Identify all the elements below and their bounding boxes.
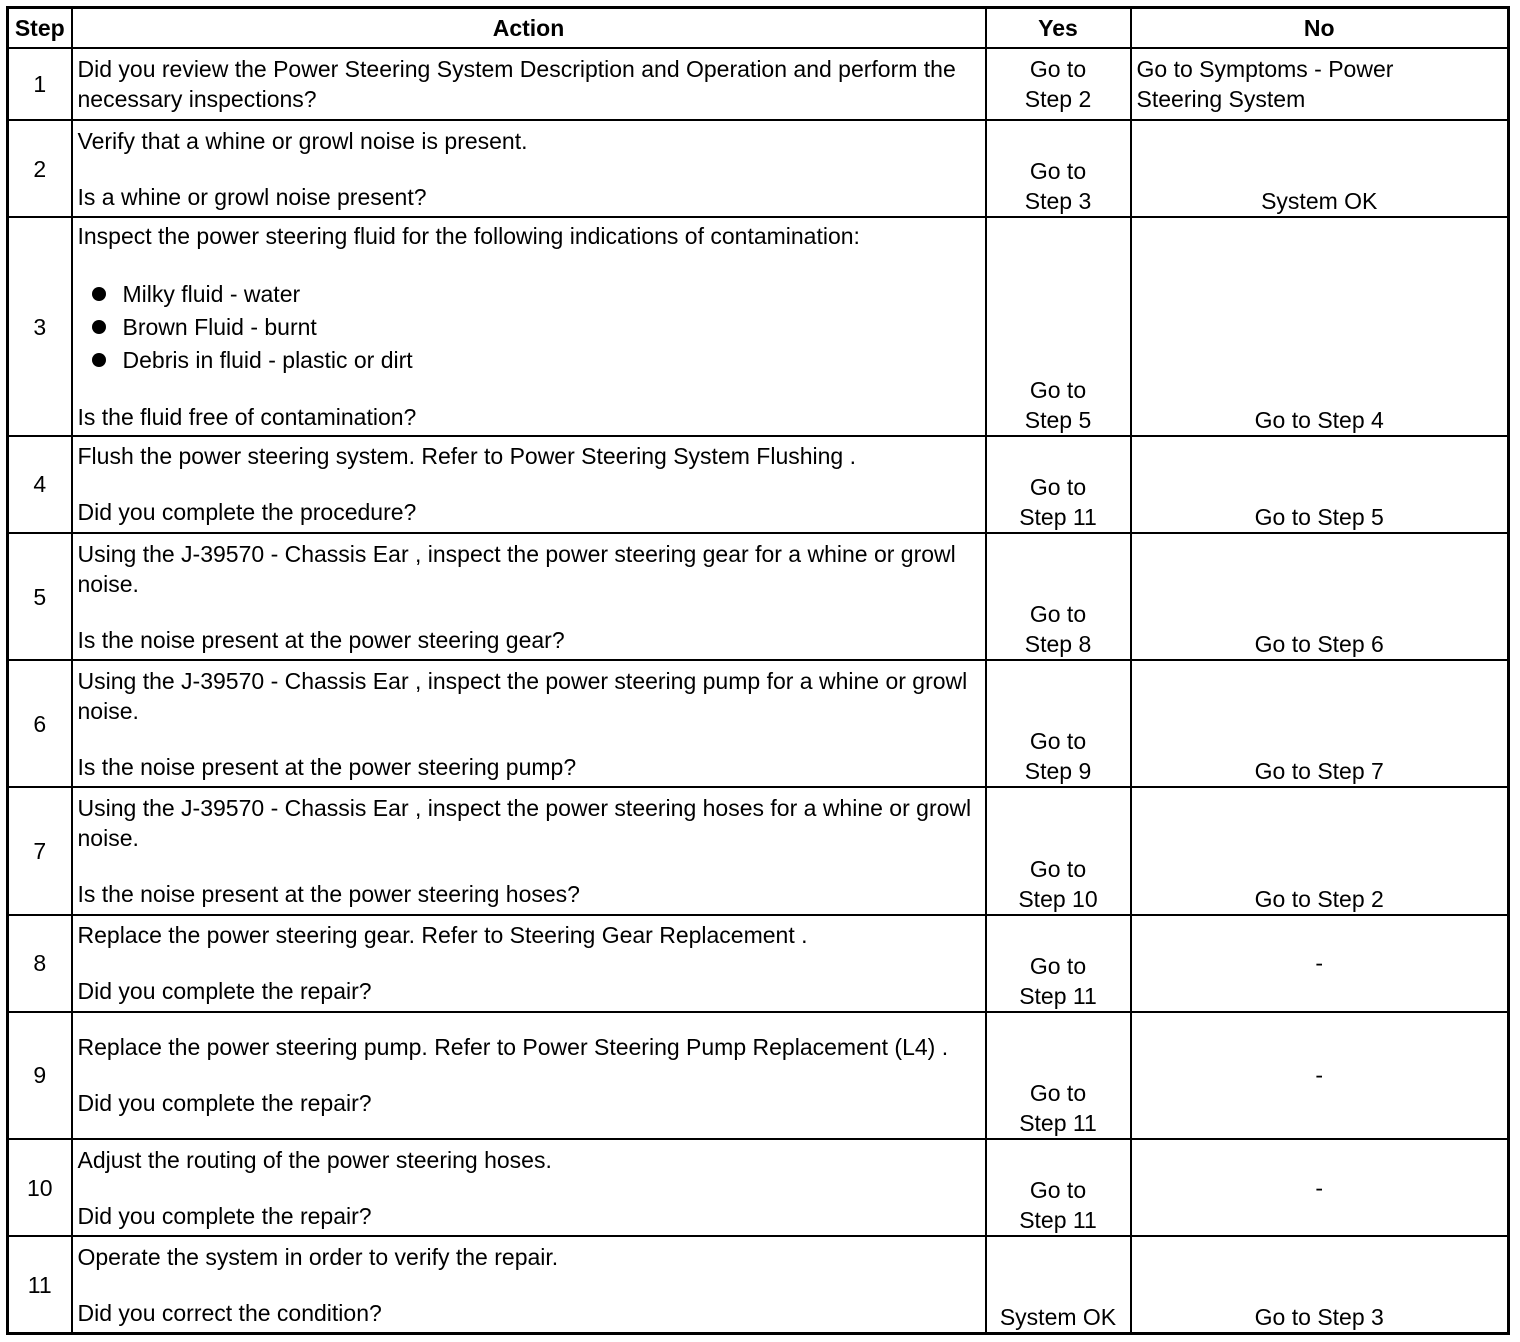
action-cell — [72, 787, 986, 914]
step-number: 4 — [8, 436, 72, 533]
action-text: Verify that a whine or growl noise is present. — [77, 127, 528, 154]
action-text: Adjust the routing of the power steering hoses. — [77, 1146, 552, 1173]
action-question: Is the fluid free of contamination? — [77, 404, 417, 431]
yes-line: Step 11 — [1019, 1110, 1097, 1137]
bullet-icon — [92, 353, 106, 367]
action-text: Replace the power steering pump. Refer to Power Steering Pump Replacement (L4) . — [77, 1034, 949, 1061]
yes-line: Step 9 — [1024, 758, 1092, 785]
diagnostic-table — [6, 6, 1510, 1335]
yes-line: Step 3 — [1024, 188, 1092, 215]
yes-cell — [986, 660, 1131, 787]
yes-line: Go to — [1029, 728, 1087, 755]
table-row — [8, 787, 1509, 914]
action-cell — [72, 660, 986, 787]
yes-cell — [986, 533, 1131, 660]
no-line: Go to Step 2 — [1254, 885, 1384, 912]
yes-line: Go to — [1029, 158, 1087, 185]
no-line: Steering System — [1136, 86, 1306, 113]
table-row — [8, 217, 1509, 435]
action-question: Is the noise present at the power steering gear? — [77, 626, 565, 653]
table-row — [8, 120, 1509, 217]
no-line: Go to Symptoms - Power — [1136, 56, 1394, 83]
action-text: Replace the power steering gear. Refer to Steering Gear Replacement . — [77, 922, 808, 949]
header-yes: Yes — [986, 8, 1131, 49]
table-row — [8, 533, 1509, 660]
yes-line: Step 2 — [1024, 86, 1092, 113]
action-question: Is the noise present at the power steering hoses? — [77, 881, 580, 907]
action-text: Using the J-39570 - Chassis Ear , inspect the power steering hoses for a whine or growl noise. — [77, 795, 972, 851]
yes-line: Go to — [1029, 473, 1087, 500]
action-text: Inspect the power steering fluid for the following indications of contamination: — [77, 223, 860, 250]
action-cell — [72, 1236, 986, 1333]
step-number: 1 — [8, 48, 72, 120]
action-cell — [72, 533, 986, 660]
list-item: Milky fluid - water — [92, 277, 980, 310]
bullet-icon — [92, 320, 106, 334]
no-line: - — [1315, 1062, 1324, 1089]
step-number: 7 — [8, 787, 72, 914]
yes-line: System OK — [999, 1304, 1117, 1330]
action-cell — [72, 1012, 986, 1139]
yes-cell — [986, 217, 1131, 435]
action-question: Did you complete the repair? — [77, 1202, 372, 1229]
action-cell — [72, 217, 986, 435]
no-cell — [1131, 787, 1509, 914]
action-cell — [72, 120, 986, 217]
yes-line: Step 8 — [1024, 631, 1092, 658]
yes-line: Go to — [1029, 376, 1087, 403]
no-cell — [1131, 48, 1509, 120]
table-row — [8, 1139, 1509, 1236]
no-line: Go to Step 4 — [1254, 406, 1384, 433]
yes-line: Go to — [1029, 1177, 1087, 1204]
step-number: 5 — [8, 533, 72, 660]
no-cell — [1131, 533, 1509, 660]
table-row — [8, 1012, 1509, 1139]
table-row — [8, 915, 1509, 1012]
action-question: Is the noise present at the power steering pump? — [77, 753, 577, 780]
no-cell — [1131, 915, 1509, 1012]
bullet-list — [78, 277, 980, 376]
no-line: System OK — [1261, 188, 1378, 215]
yes-line: Go to — [1029, 952, 1087, 979]
yes-cell — [986, 436, 1131, 533]
yes-cell — [986, 48, 1131, 120]
yes-line: Step 11 — [1019, 1207, 1097, 1234]
action-cell — [72, 915, 986, 1012]
action-question: Did you correct the condition? — [77, 1299, 382, 1326]
step-number: 8 — [8, 915, 72, 1012]
yes-line: Step 5 — [1024, 406, 1092, 433]
step-number: 11 — [8, 1236, 72, 1333]
yes-line: Go to — [1029, 855, 1087, 882]
step-number: 2 — [8, 120, 72, 217]
no-line: Go to Step 7 — [1254, 758, 1384, 785]
action-text: Using the J-39570 - Chassis Ear , inspect the power steering pump for a whine or growl noise. — [77, 667, 968, 724]
yes-cell — [986, 1012, 1131, 1139]
yes-line: Go to — [1029, 56, 1087, 83]
yes-line: Go to — [1029, 1080, 1087, 1107]
no-cell — [1131, 1236, 1509, 1333]
table-row — [8, 436, 1509, 533]
step-number: 6 — [8, 660, 72, 787]
yes-cell — [986, 1236, 1131, 1333]
no-cell — [1131, 436, 1509, 533]
list-item: Brown Fluid - burnt — [92, 310, 980, 343]
list-item: Debris in fluid - plastic or dirt — [92, 343, 980, 376]
action-cell — [72, 1139, 986, 1236]
table-row — [8, 1236, 1509, 1333]
action-text: Using the J-39570 - Chassis Ear , inspect the power steering gear for a whine or growl noise. — [77, 540, 956, 597]
table-row — [8, 660, 1509, 787]
no-line: - — [1315, 1174, 1324, 1201]
yes-line: Step 11 — [1019, 982, 1097, 1009]
action-text: Did you review the Power Steering System Description and Operation and perform the necessary inspections? — [77, 56, 956, 113]
step-number: 9 — [8, 1012, 72, 1139]
action-cell — [72, 48, 986, 120]
step-number: 10 — [8, 1139, 72, 1236]
action-cell — [72, 436, 986, 533]
action-question: Did you complete the procedure? — [77, 499, 417, 526]
action-text: Flush the power steering system. Refer to Power Steering System Flushing . — [77, 443, 856, 470]
action-question: Did you complete the repair? — [77, 978, 372, 1005]
header-step: Step — [8, 8, 72, 49]
no-line: Go to Step 6 — [1254, 631, 1384, 658]
step-number: 3 — [8, 217, 72, 435]
yes-line: Step 10 — [1018, 885, 1098, 912]
header-action: Action — [72, 8, 986, 49]
yes-cell — [986, 787, 1131, 914]
header-row — [8, 8, 1509, 49]
action-question: Is a whine or growl noise present? — [77, 183, 427, 210]
bullet-icon — [92, 287, 106, 301]
yes-cell — [986, 1139, 1131, 1236]
header-no: No — [1131, 8, 1509, 49]
no-cell — [1131, 120, 1509, 217]
no-cell — [1131, 217, 1509, 435]
action-question: Did you complete the repair? — [77, 1090, 372, 1117]
yes-cell — [986, 120, 1131, 217]
no-cell — [1131, 1012, 1509, 1139]
table-row — [8, 48, 1509, 120]
no-line: - — [1315, 950, 1324, 977]
yes-line: Go to — [1029, 601, 1087, 628]
no-cell — [1131, 1139, 1509, 1236]
no-cell — [1131, 660, 1509, 787]
no-line: Go to Step 3 — [1254, 1304, 1384, 1330]
no-line: Go to Step 5 — [1254, 503, 1384, 530]
yes-cell — [986, 915, 1131, 1012]
action-text: Operate the system in order to verify the repair. — [77, 1243, 559, 1270]
yes-line: Step 11 — [1019, 503, 1097, 530]
